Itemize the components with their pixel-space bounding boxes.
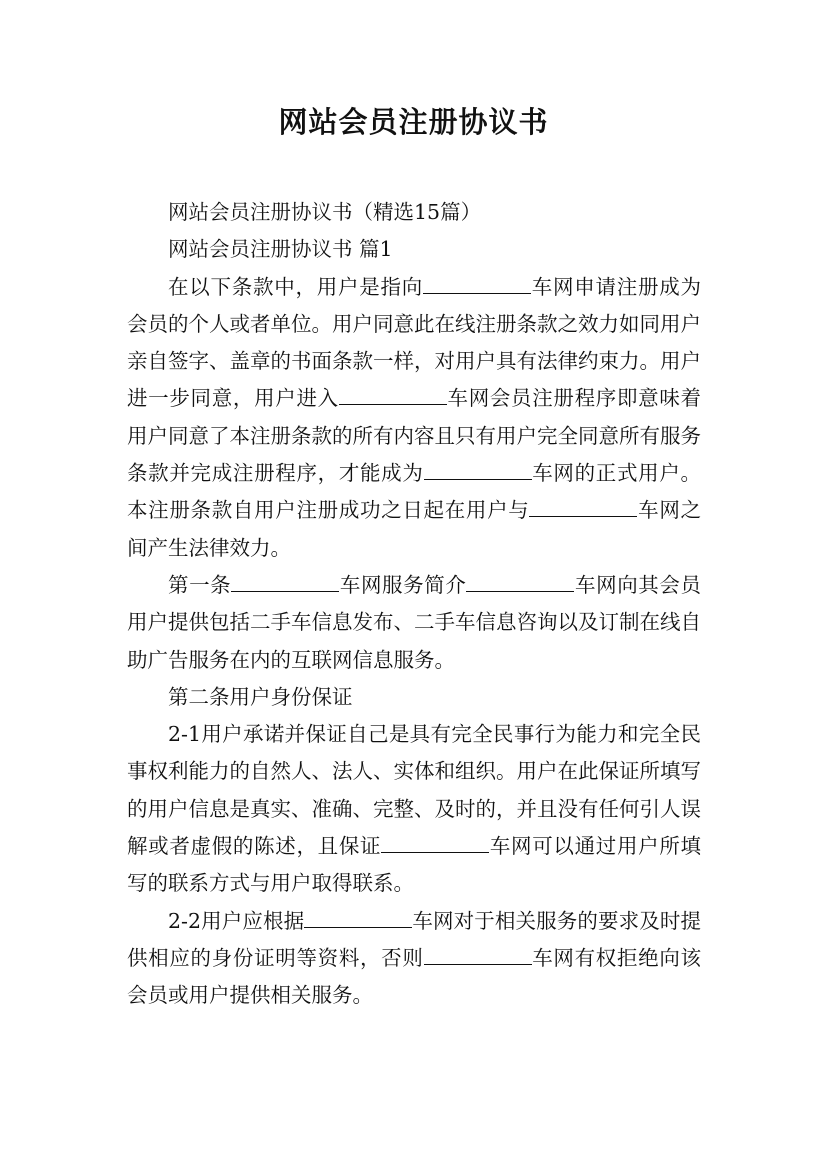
paragraph-5: [127, 903, 701, 1015]
paragraph-5-segment-2: 车网对于相关服务的要求及时提供相应的身份证明等资料，否则: [127, 908, 702, 970]
paragraph-5-segment-3: 车网有权拒绝向该会员或用户提供相关服务。: [127, 945, 702, 1008]
paragraph-2-segment-1: 第一条: [168, 572, 232, 597]
paragraph-4-segment-2: 车网可以通过用户所填写的联系方式与用户取得联系。: [127, 834, 702, 896]
paragraph-1: [127, 269, 701, 567]
document-title: 网站会员注册协议书: [278, 105, 549, 139]
paragraph-4-segment-1: 2-1用户承诺并保证自己是具有完全民事行为能力和完全民事权利能力的自然人、法人、实体和组织。用户在此保证所填写的用户信息是真实、准确、完整、及时的，并且没有任何引人误解或者虚假的陈述，且保证: [127, 722, 701, 859]
paragraph-1-segment-1: 在以下条款中，用户是指向: [168, 274, 423, 299]
paragraph-1-segment-4: 车网的正式用户。本注册条款自用户注册成功之日起在用户与: [127, 461, 702, 523]
paragraph-1-segment-3: 车网会员注册程序即意味着用户同意了本注册条款的所有内容且只有用户完全同意所有服务条款并完成注册程序，才能成为: [127, 386, 702, 486]
paragraph-5-segment-1: 2-2用户应根据: [168, 908, 305, 933]
document-body: [127, 194, 701, 1015]
paragraph-2: [127, 567, 701, 679]
blank-line: [424, 946, 532, 965]
blank-line: [529, 498, 637, 517]
paragraph-3-segment-1: 第二条用户身份保证: [168, 684, 353, 709]
paragraph-1-segment-5: 车网之间产生法律效力。: [127, 498, 702, 560]
blank-line: [381, 834, 489, 853]
document-subtitle: 网站会员注册协议书（精选15篇）: [168, 200, 482, 224]
blank-line: [466, 573, 574, 592]
section-heading: 网站会员注册协议书 篇1: [168, 237, 393, 262]
blank-line: [231, 573, 339, 592]
paragraph-3: [127, 679, 701, 716]
paragraph-2-segment-2: 车网服务简介: [339, 572, 467, 597]
blank-line: [304, 909, 412, 928]
blank-line: [424, 461, 532, 480]
paragraph-4: [127, 716, 701, 902]
blank-line: [423, 275, 531, 294]
blank-line: [339, 386, 447, 405]
paragraph-2-segment-3: 车网向其会员用户提供包括二手车信息发布、二手车信息咨询以及订制在线自助广告服务在内的互联网信息服务。: [127, 572, 701, 672]
paragraph-1-segment-2: 车网申请注册成为会员的个人或者单位。用户同意此在线注册条款之效力如同用户亲自签字、盖章的书面条款一样，对用户具有法律约束力。用户进一步同意，用户进入: [127, 274, 701, 411]
